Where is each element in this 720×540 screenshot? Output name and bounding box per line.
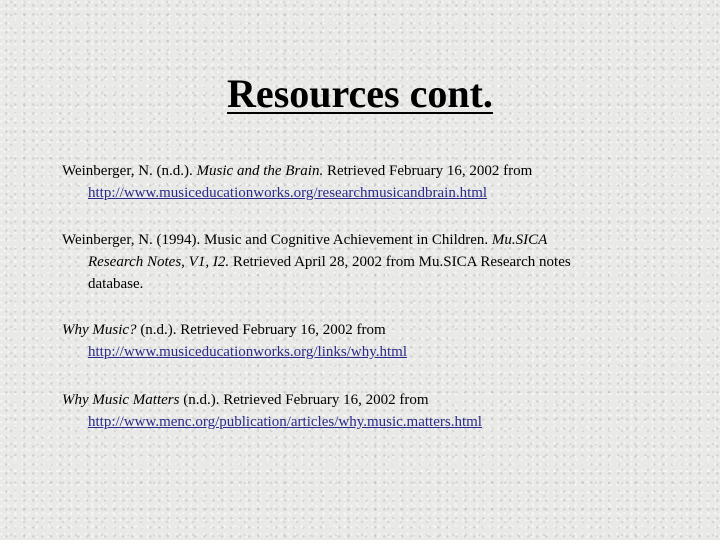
reference-title: Mu.SICA (491, 232, 548, 248)
reference-link[interactable]: http://www.musiceducationworks.org/links/why.html (88, 344, 408, 360)
reference-text: database. (88, 276, 144, 292)
reference-text: (n.d.). Retrieved February 16, 2002 from (179, 392, 429, 408)
reference-line (62, 341, 407, 363)
reference-line (62, 160, 532, 182)
reference-line (62, 319, 407, 341)
reference-line (62, 182, 532, 204)
reference-item (62, 229, 571, 295)
reference-line (62, 411, 482, 433)
reference-line (62, 229, 571, 251)
reference-link[interactable]: http://www.menc.org/publication/articles/why.music.matters.html (88, 414, 482, 430)
reference-link[interactable]: http://www.musiceducationworks.org/researchmusicandbrain.html (88, 185, 488, 201)
reference-text: Weinberger, N. (n.d.). (62, 163, 197, 179)
reference-line (62, 273, 571, 295)
reference-item (62, 319, 407, 363)
slide-title: Resources cont. (227, 71, 493, 116)
reference-text: Retrieved April 28, 2002 from Mu.SICA Research notes (229, 254, 571, 270)
reference-line (62, 389, 482, 411)
reference-text: Weinberger, N. (1994). Music and Cognitive Achievement in Children. (62, 232, 492, 248)
reference-line (62, 251, 571, 273)
reference-title: Why Music Matters (62, 392, 180, 408)
reference-title: Why Music? (62, 322, 137, 338)
reference-item (62, 389, 482, 433)
reference-title: Research Notes, V1, I2. (88, 254, 230, 270)
reference-item (62, 160, 532, 204)
reference-title: Music and the Brain. (196, 163, 324, 179)
reference-text: Retrieved February 16, 2002 from (323, 163, 533, 179)
reference-text: (n.d.). Retrieved February 16, 2002 from (136, 322, 386, 338)
